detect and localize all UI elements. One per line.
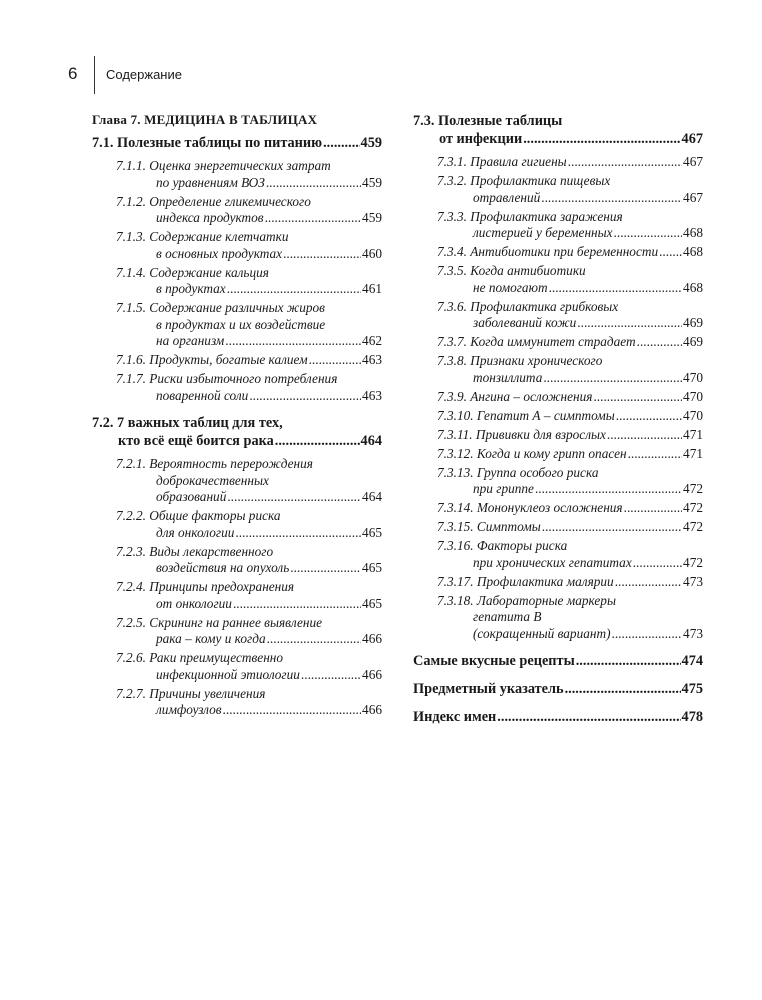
- toc-page-number: 470: [683, 369, 703, 385]
- toc-entry[interactable]: [92, 544, 382, 577]
- toc-entry-title: по уравнениям ВОЗ: [156, 174, 265, 190]
- toc-entry[interactable]: [413, 209, 703, 242]
- toc-entry-title: индекса продуктов: [156, 210, 264, 225]
- toc-entry[interactable]: [413, 299, 703, 332]
- toc-entry-line: [437, 280, 703, 297]
- toc-entry-line: [116, 300, 382, 317]
- dot-leader: [543, 370, 682, 387]
- toc-entry-line: [116, 473, 382, 490]
- toc-section-group: [413, 112, 703, 642]
- toc-section-title: кто всё ещё боится рака: [118, 433, 274, 449]
- toc-entry-line: [116, 158, 382, 175]
- toc-section-title: Самые вкусные рецепты: [413, 653, 575, 669]
- toc-entry[interactable]: [92, 352, 382, 369]
- toc-entry[interactable]: [413, 593, 703, 643]
- toc-section[interactable]: [92, 414, 382, 450]
- toc-entry-title: в основных продуктах: [156, 245, 283, 261]
- toc-entry[interactable]: [92, 265, 382, 298]
- toc-entry[interactable]: [92, 229, 382, 262]
- toc-entry-title: лимфоузлов: [156, 702, 222, 717]
- toc-entry-line: [437, 427, 703, 444]
- toc-entry-line: [116, 194, 382, 211]
- toc-entry-title: 7.2.7. Причины увеличения: [116, 685, 266, 701]
- toc-entry[interactable]: [413, 408, 703, 425]
- toc-entry-title: 7.1.7. Риски избыточного потребления: [116, 371, 338, 386]
- toc-entry[interactable]: [413, 244, 703, 261]
- toc-section-line: [413, 708, 703, 726]
- toc-entry-line: [437, 481, 703, 498]
- toc-entry-title: 7.3.10. Гепатит А – симптомы: [437, 407, 615, 423]
- toc-page-number: 467: [683, 154, 703, 169]
- toc-entry-title: 7.2.2. Общие факторы риска: [116, 508, 281, 523]
- toc-page-number: 465: [362, 560, 382, 575]
- toc-entry-line: [116, 560, 382, 577]
- toc-entry-title: гепатита В: [473, 609, 542, 624]
- toc-entry-line: [116, 246, 382, 263]
- toc-entry-title: для онкологии: [156, 524, 235, 540]
- toc-entry-line: [116, 265, 382, 282]
- dot-leader: [628, 446, 682, 463]
- dot-leader: [549, 280, 682, 297]
- toc-entry-line: [116, 229, 382, 246]
- toc-entry-line: [116, 631, 382, 648]
- toc-page-number: 468: [683, 244, 703, 259]
- toc-entry-title: 7.1.2. Определение гликемического: [116, 193, 311, 209]
- dot-leader: [323, 134, 359, 152]
- toc-entry-line: [116, 702, 382, 719]
- toc-entry-title: заболеваний кожи: [473, 315, 577, 330]
- toc-entry-title: 7.3.14. Мононуклеоз осложнения: [437, 500, 623, 515]
- toc-entry-title: 7.2.6. Раки преимущественно: [116, 650, 284, 665]
- toc-entry-title: при хронических гепатитах: [473, 554, 632, 570]
- dot-leader: [633, 555, 682, 572]
- toc-page-number: 464: [362, 489, 382, 504]
- toc-entry-line: [437, 389, 703, 406]
- toc-section-title: 7.1. Полезные таблицы по питанию: [92, 135, 323, 151]
- dot-leader: [614, 225, 683, 242]
- dot-leader: [576, 652, 681, 670]
- toc-page-number: 467: [683, 189, 703, 205]
- toc-entry-line: [116, 667, 382, 684]
- toc-entry-line: [116, 525, 382, 542]
- toc-entry-title: 7.3.7. Когда иммунитет страдает: [437, 334, 636, 349]
- dot-leader: [535, 481, 682, 498]
- toc-entry[interactable]: [413, 154, 703, 171]
- toc-entry-line: [437, 353, 703, 370]
- toc-entry-title: листерией у беременных: [473, 225, 613, 240]
- toc-page-number: 466: [362, 702, 382, 717]
- toc-page-number: 474: [681, 653, 703, 669]
- toc-entry-line: [437, 626, 703, 643]
- dot-leader: [523, 130, 680, 148]
- toc-page-number: 471: [683, 445, 703, 461]
- toc-section-line: [413, 112, 703, 130]
- toc-entry-title: тонзиллита: [473, 369, 543, 385]
- toc-section-line: [92, 432, 382, 450]
- toc-page-number: 465: [362, 595, 382, 611]
- toc-entry[interactable]: [92, 650, 382, 683]
- toc-left-column: [92, 112, 382, 729]
- toc-entry-line: [437, 609, 703, 626]
- dot-leader: [542, 519, 682, 536]
- toc-entry[interactable]: [413, 519, 703, 536]
- toc-page-number: 466: [362, 631, 382, 646]
- toc-entry-title: 7.1.3. Содержание клетчатки: [116, 229, 289, 244]
- toc-section-group: [92, 414, 382, 719]
- toc-section-line: [413, 680, 703, 698]
- toc-section-line: [413, 130, 703, 148]
- toc-entry-title: 7.3.6. Профилактика грибковых: [437, 298, 619, 314]
- toc-entry-line: [116, 317, 382, 334]
- toc-entry-title: 7.3.4. Антибиотики при беременности: [437, 244, 659, 259]
- toc-page-number: 461: [362, 281, 382, 296]
- toc-entry[interactable]: [92, 508, 382, 541]
- toc-section-title: 7.2. 7 важных таблиц для тех,: [92, 415, 283, 431]
- dot-leader: [541, 190, 682, 207]
- toc-entry-line: [437, 263, 703, 280]
- toc-entry-title: 7.3.13. Группа особого риска: [437, 464, 599, 480]
- toc-entry[interactable]: [413, 500, 703, 517]
- toc-entry-line: [116, 281, 382, 298]
- toc-entry-line: [437, 574, 703, 591]
- toc-entry[interactable]: [92, 300, 382, 350]
- toc-page-number: 467: [681, 131, 703, 147]
- toc-entry-line: [437, 465, 703, 482]
- toc-section-title: Индекс имен: [413, 709, 497, 725]
- toc-page-number: 466: [362, 666, 382, 682]
- toc-entry-title: не помогают: [473, 279, 548, 295]
- toc-entry[interactable]: [413, 465, 703, 498]
- toc-entry[interactable]: [413, 427, 703, 444]
- dot-leader: [568, 154, 682, 171]
- toc-entry[interactable]: [413, 389, 703, 406]
- toc-entry-title: 7.2.5. Скрининг на раннее выявление: [116, 614, 323, 630]
- toc-entry[interactable]: [92, 456, 382, 506]
- toc-entry[interactable]: [92, 371, 382, 404]
- toc-page-number: 472: [683, 500, 703, 515]
- toc-section-title: 7.3. Полезные таблицы: [413, 113, 563, 129]
- dot-leader: [235, 525, 361, 542]
- toc-entry-title: 7.3.3. Профилактика заражения: [437, 208, 623, 224]
- toc-entry[interactable]: [413, 446, 703, 463]
- toc-page-number: 468: [683, 279, 703, 295]
- toc-entry-title: 7.3.9. Ангина – осложнения: [437, 388, 593, 404]
- toc-entry-line: [116, 508, 382, 525]
- toc-page-number: 473: [683, 625, 703, 641]
- toc-section[interactable]: [413, 112, 703, 148]
- toc-entry-title: доброкачественных: [156, 472, 269, 488]
- toc-entry-title: 7.3.16. Факторы риска: [437, 538, 568, 553]
- toc-entry[interactable]: [413, 263, 703, 296]
- dot-leader: [615, 574, 682, 591]
- toc-entry-line: [116, 456, 382, 473]
- toc-page-number: 469: [683, 334, 703, 349]
- toc-page-number: 460: [362, 245, 382, 261]
- toc-entry-title: воздействия на опухоль: [156, 560, 290, 575]
- dot-leader: [267, 631, 361, 648]
- dot-leader: [659, 244, 682, 261]
- dot-leader: [607, 427, 682, 444]
- toc-entry-title: 7.2.1. Вероятность перерождения: [116, 456, 313, 471]
- toc-entry-title: 7.1.6. Продукты, богатые калием: [116, 352, 308, 367]
- toc-entry-line: [437, 154, 703, 171]
- toc-entry-line: [437, 244, 703, 261]
- page-number: 6: [68, 64, 78, 83]
- toc-entry-line: [437, 370, 703, 387]
- toc-page-number: 463: [362, 352, 382, 367]
- toc-entry-title: отравлений: [473, 189, 541, 205]
- toc-section-title: Предметный указатель: [413, 681, 564, 697]
- toc-entry-title: при гриппе: [473, 481, 534, 496]
- toc-right-column: [413, 112, 703, 736]
- toc-page-number: 475: [681, 681, 703, 697]
- dot-leader: [309, 352, 361, 369]
- toc-entry-line: [116, 596, 382, 613]
- dot-leader: [227, 281, 361, 298]
- dot-leader: [616, 408, 682, 425]
- toc-entry-line: [437, 593, 703, 610]
- dot-leader: [612, 626, 683, 643]
- toc-section[interactable]: [92, 134, 382, 152]
- toc-entry[interactable]: [413, 574, 703, 591]
- toc-entry-line: [116, 489, 382, 506]
- toc-entry-line: [437, 519, 703, 536]
- toc-entry[interactable]: [413, 173, 703, 206]
- toc-page-number: 478: [681, 709, 703, 725]
- toc-page-number: 470: [683, 407, 703, 423]
- toc-top-entry[interactable]: [413, 708, 703, 726]
- toc-entry-title: поваренной соли: [156, 387, 249, 403]
- dot-leader: [565, 680, 681, 698]
- toc-entry-line: [116, 388, 382, 405]
- dot-leader: [290, 560, 361, 577]
- toc-top-entry[interactable]: [413, 680, 703, 698]
- toc-entry-title: на организм: [156, 333, 225, 348]
- toc-entry[interactable]: [413, 538, 703, 571]
- toc-entry-title: 7.2.4. Принципы предохранения: [116, 579, 295, 594]
- toc-page-number: 472: [683, 481, 703, 496]
- toc-entry-line: [437, 408, 703, 425]
- dot-leader: [227, 489, 361, 506]
- chapter-title: Глава 7. МЕДИЦИНА В ТАБЛИЦАХ: [92, 112, 318, 127]
- toc-entry-title: 7.1.5. Содержание различных жиров: [116, 300, 325, 315]
- toc-page-number: 459: [362, 210, 382, 225]
- toc-entry-line: [437, 500, 703, 517]
- dot-leader: [266, 175, 361, 192]
- toc-entry-title: 7.1.1. Оценка энергетических затрат: [116, 158, 331, 173]
- toc-entry-line: [116, 650, 382, 667]
- toc-entry-title: в продуктах и их воздействие: [156, 316, 326, 332]
- toc-entry-title: инфекционной этиологии: [156, 666, 300, 682]
- toc-entry-line: [116, 615, 382, 632]
- dot-leader: [275, 432, 360, 450]
- toc-page-number: 469: [683, 315, 703, 330]
- toc-entry-line: [116, 210, 382, 227]
- toc-entry-title: 7.3.18. Лабораторные маркеры: [437, 592, 616, 608]
- toc-entry-title: 7.3.11. Прививки для взрослых: [437, 426, 606, 442]
- toc-page-number: 459: [362, 174, 382, 190]
- toc-entry-line: [437, 555, 703, 572]
- dot-leader: [301, 667, 361, 684]
- toc-entry-line: [437, 209, 703, 226]
- toc-entry-title: 7.3.15. Симптомы: [437, 519, 541, 534]
- dot-leader: [593, 389, 682, 406]
- toc-entry[interactable]: [413, 334, 703, 351]
- toc-entry-title: рака – кому и когда: [156, 631, 266, 646]
- dot-leader: [637, 334, 682, 351]
- toc-page-number: 464: [360, 433, 382, 449]
- toc-entry-line: [437, 334, 703, 351]
- toc-entry[interactable]: [92, 615, 382, 648]
- toc-entry-line: [116, 352, 382, 369]
- toc-section-line: [413, 652, 703, 670]
- toc-entry-line: [437, 190, 703, 207]
- toc-entry-title: от онкологии: [156, 595, 232, 611]
- toc-entry-line: [437, 446, 703, 463]
- toc-section-group: [92, 134, 382, 404]
- dot-leader: [233, 596, 361, 613]
- dot-leader: [624, 500, 682, 517]
- toc-entry-line: [116, 579, 382, 596]
- toc-entry-line: [437, 538, 703, 555]
- toc-entry-line: [437, 315, 703, 332]
- header-divider: [94, 56, 95, 94]
- toc-page-number: 472: [683, 554, 703, 570]
- dot-leader: [249, 388, 361, 405]
- toc-entry-title: 7.1.4. Содержание кальция: [116, 264, 269, 280]
- toc-entry-title: 7.2.3. Виды лекарственного: [116, 543, 274, 559]
- toc-entry-title: образований: [156, 489, 227, 504]
- toc-page-number: 472: [683, 519, 703, 534]
- toc-entry-line: [116, 175, 382, 192]
- toc-entry[interactable]: [92, 686, 382, 719]
- toc-entry[interactable]: [92, 579, 382, 612]
- toc-page-number: 462: [362, 333, 382, 348]
- toc-page-number: 465: [362, 524, 382, 540]
- toc-entry-line: [116, 544, 382, 561]
- toc-entry-title: 7.3.5. Когда антибиотики: [437, 263, 586, 278]
- toc-entry-line: [437, 299, 703, 316]
- toc-page-number: 463: [362, 387, 382, 403]
- toc-entry-title: 7.3.1. Правила гигиены: [437, 154, 567, 169]
- toc-page-number: 459: [360, 135, 382, 151]
- toc-entry-line: [116, 686, 382, 703]
- dot-leader: [223, 702, 362, 719]
- toc-entry-title: в продуктах: [156, 281, 226, 296]
- toc-page-number: 471: [683, 426, 703, 442]
- toc-entry-line: [437, 225, 703, 242]
- dot-leader: [225, 333, 361, 350]
- toc-section-line: [92, 414, 382, 432]
- toc-entry-line: [437, 173, 703, 190]
- toc-entry-line: [116, 333, 382, 350]
- toc-page-number: 468: [683, 225, 703, 240]
- dot-leader: [497, 708, 680, 726]
- toc-top-entry[interactable]: [413, 652, 703, 670]
- toc-entry-title: 7.3.2. Профилактика пищевых: [437, 173, 611, 188]
- dot-leader: [283, 246, 361, 263]
- toc-entry-title: (сокращенный вариант): [473, 625, 611, 641]
- toc-entry[interactable]: [92, 158, 382, 191]
- dot-leader: [265, 210, 361, 227]
- toc-entry-line: [116, 371, 382, 388]
- toc-page-number: 470: [683, 388, 703, 404]
- toc-section-title: от инфекции: [439, 131, 523, 147]
- toc-entry[interactable]: [413, 353, 703, 386]
- running-title: Содержание: [106, 67, 182, 82]
- toc-entry-title: 7.3.17. Профилактика малярии: [437, 573, 614, 589]
- toc-page-number: 473: [683, 573, 703, 589]
- toc-section-line: [92, 134, 382, 152]
- dot-leader: [577, 315, 682, 332]
- toc-entry-title: 7.3.8. Признаки хронического: [437, 353, 603, 368]
- toc-entry-title: 7.3.12. Когда и кому грипп опасен: [437, 445, 627, 461]
- toc-entry[interactable]: [92, 194, 382, 227]
